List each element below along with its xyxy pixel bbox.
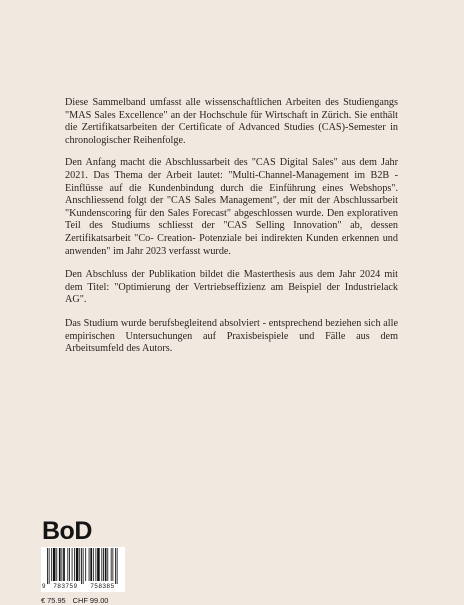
barcode-bar (74, 548, 75, 581)
barcode-bar (111, 548, 112, 581)
barcode-bar (97, 548, 100, 581)
back-cover-blurb (65, 97, 398, 367)
barcode-bar (49, 548, 50, 584)
barcode-bar (89, 548, 90, 581)
barcode-bar (61, 548, 62, 581)
barcode-bar (105, 548, 107, 581)
barcode-bar (90, 548, 92, 581)
blurb-paragraph-master-thesis: Den Abschluss der Publikation bildet die Masterthesis aus dem Jahr 2024 mit dem Titel: "Optimierung der Vertriebseffizienz am Beispiel der Industrielack AG". (65, 269, 398, 306)
isbn-digits (41, 583, 125, 590)
isbn-digit-first: 9 (42, 583, 46, 590)
barcode-bar (112, 548, 113, 581)
barcode-bar (95, 548, 96, 581)
publisher-logo: BoD (42, 517, 92, 545)
barcode-bar (56, 548, 57, 581)
barcode-bar (117, 548, 118, 584)
barcode-bar (51, 548, 52, 581)
price-chf: CHF 99.00 (72, 596, 109, 605)
price-line (41, 596, 125, 605)
barcode-bar (101, 548, 102, 581)
barcode-bar (63, 548, 65, 581)
barcode-bar (69, 548, 70, 581)
publisher-block (41, 519, 125, 605)
isbn-barcode (41, 547, 125, 592)
barcode-bar (67, 548, 68, 581)
barcode-bar (107, 548, 108, 581)
barcode-bars (45, 548, 121, 584)
barcode-bar (103, 548, 104, 581)
barcode-bar (47, 548, 48, 584)
barcode-bar (93, 548, 94, 581)
barcode-bar (76, 548, 79, 581)
barcode-bar (85, 548, 86, 581)
blurb-paragraph-cas-overview: Den Anfang macht die Abschlussarbeit des "CAS Digital Sales" aus dem Jahr 2021. Das Thema der Arbeit lautet: "Multi-Channel-Management im B2B - Einflüsse auf die Kundenbindung durch die Einführung eines Webshops". Anschliessend folgt der "CAS Sales Management", der mit der Abschlussarbeit "Kundenscoring für den Sales Forecast" abgeschlossen wurde. Den explorativen Teil des Studiums schliesst der "CAS Selling Innovation" ab, dessen Zertifikatsarbeit "Co- Creation- Potenziale bei indirekten Kunden erkennen und anwenden" im Jahr 2023 verfasst wurde. (65, 157, 398, 257)
blurb-paragraph-study-context: Das Studium wurde berufsbegleitend absolviert - entsprechend beziehen sich alle empirischen Untersuchungen auf Praxisbeispiele und Fälle aus dem Arbeitsumfeld des Autors. (65, 317, 398, 355)
barcode-bar (115, 548, 116, 584)
barcode-bar (79, 548, 80, 581)
barcode-bar (83, 548, 84, 584)
isbn-group-right: 758385 (90, 583, 115, 590)
barcode-bar (72, 548, 73, 581)
barcode-bar (59, 548, 61, 581)
price-eur: € 75.95 (41, 596, 66, 605)
blurb-paragraph-intro: Diese Sammelband umfasst alle wissenschaftlichen Arbeiten des Studiengangs "MAS Sales Excellence" an der Hochschule für Wirtschaft in Zürich. Sie enthält die Zertifikatsarbeiten der Certificate of Advanced Studies (CAS)-Semester in chronologischer Reihenfolge. (65, 97, 398, 146)
isbn-group-left: 783759 (53, 583, 78, 590)
barcode-bar (81, 548, 82, 584)
barcode-bar (53, 548, 56, 581)
